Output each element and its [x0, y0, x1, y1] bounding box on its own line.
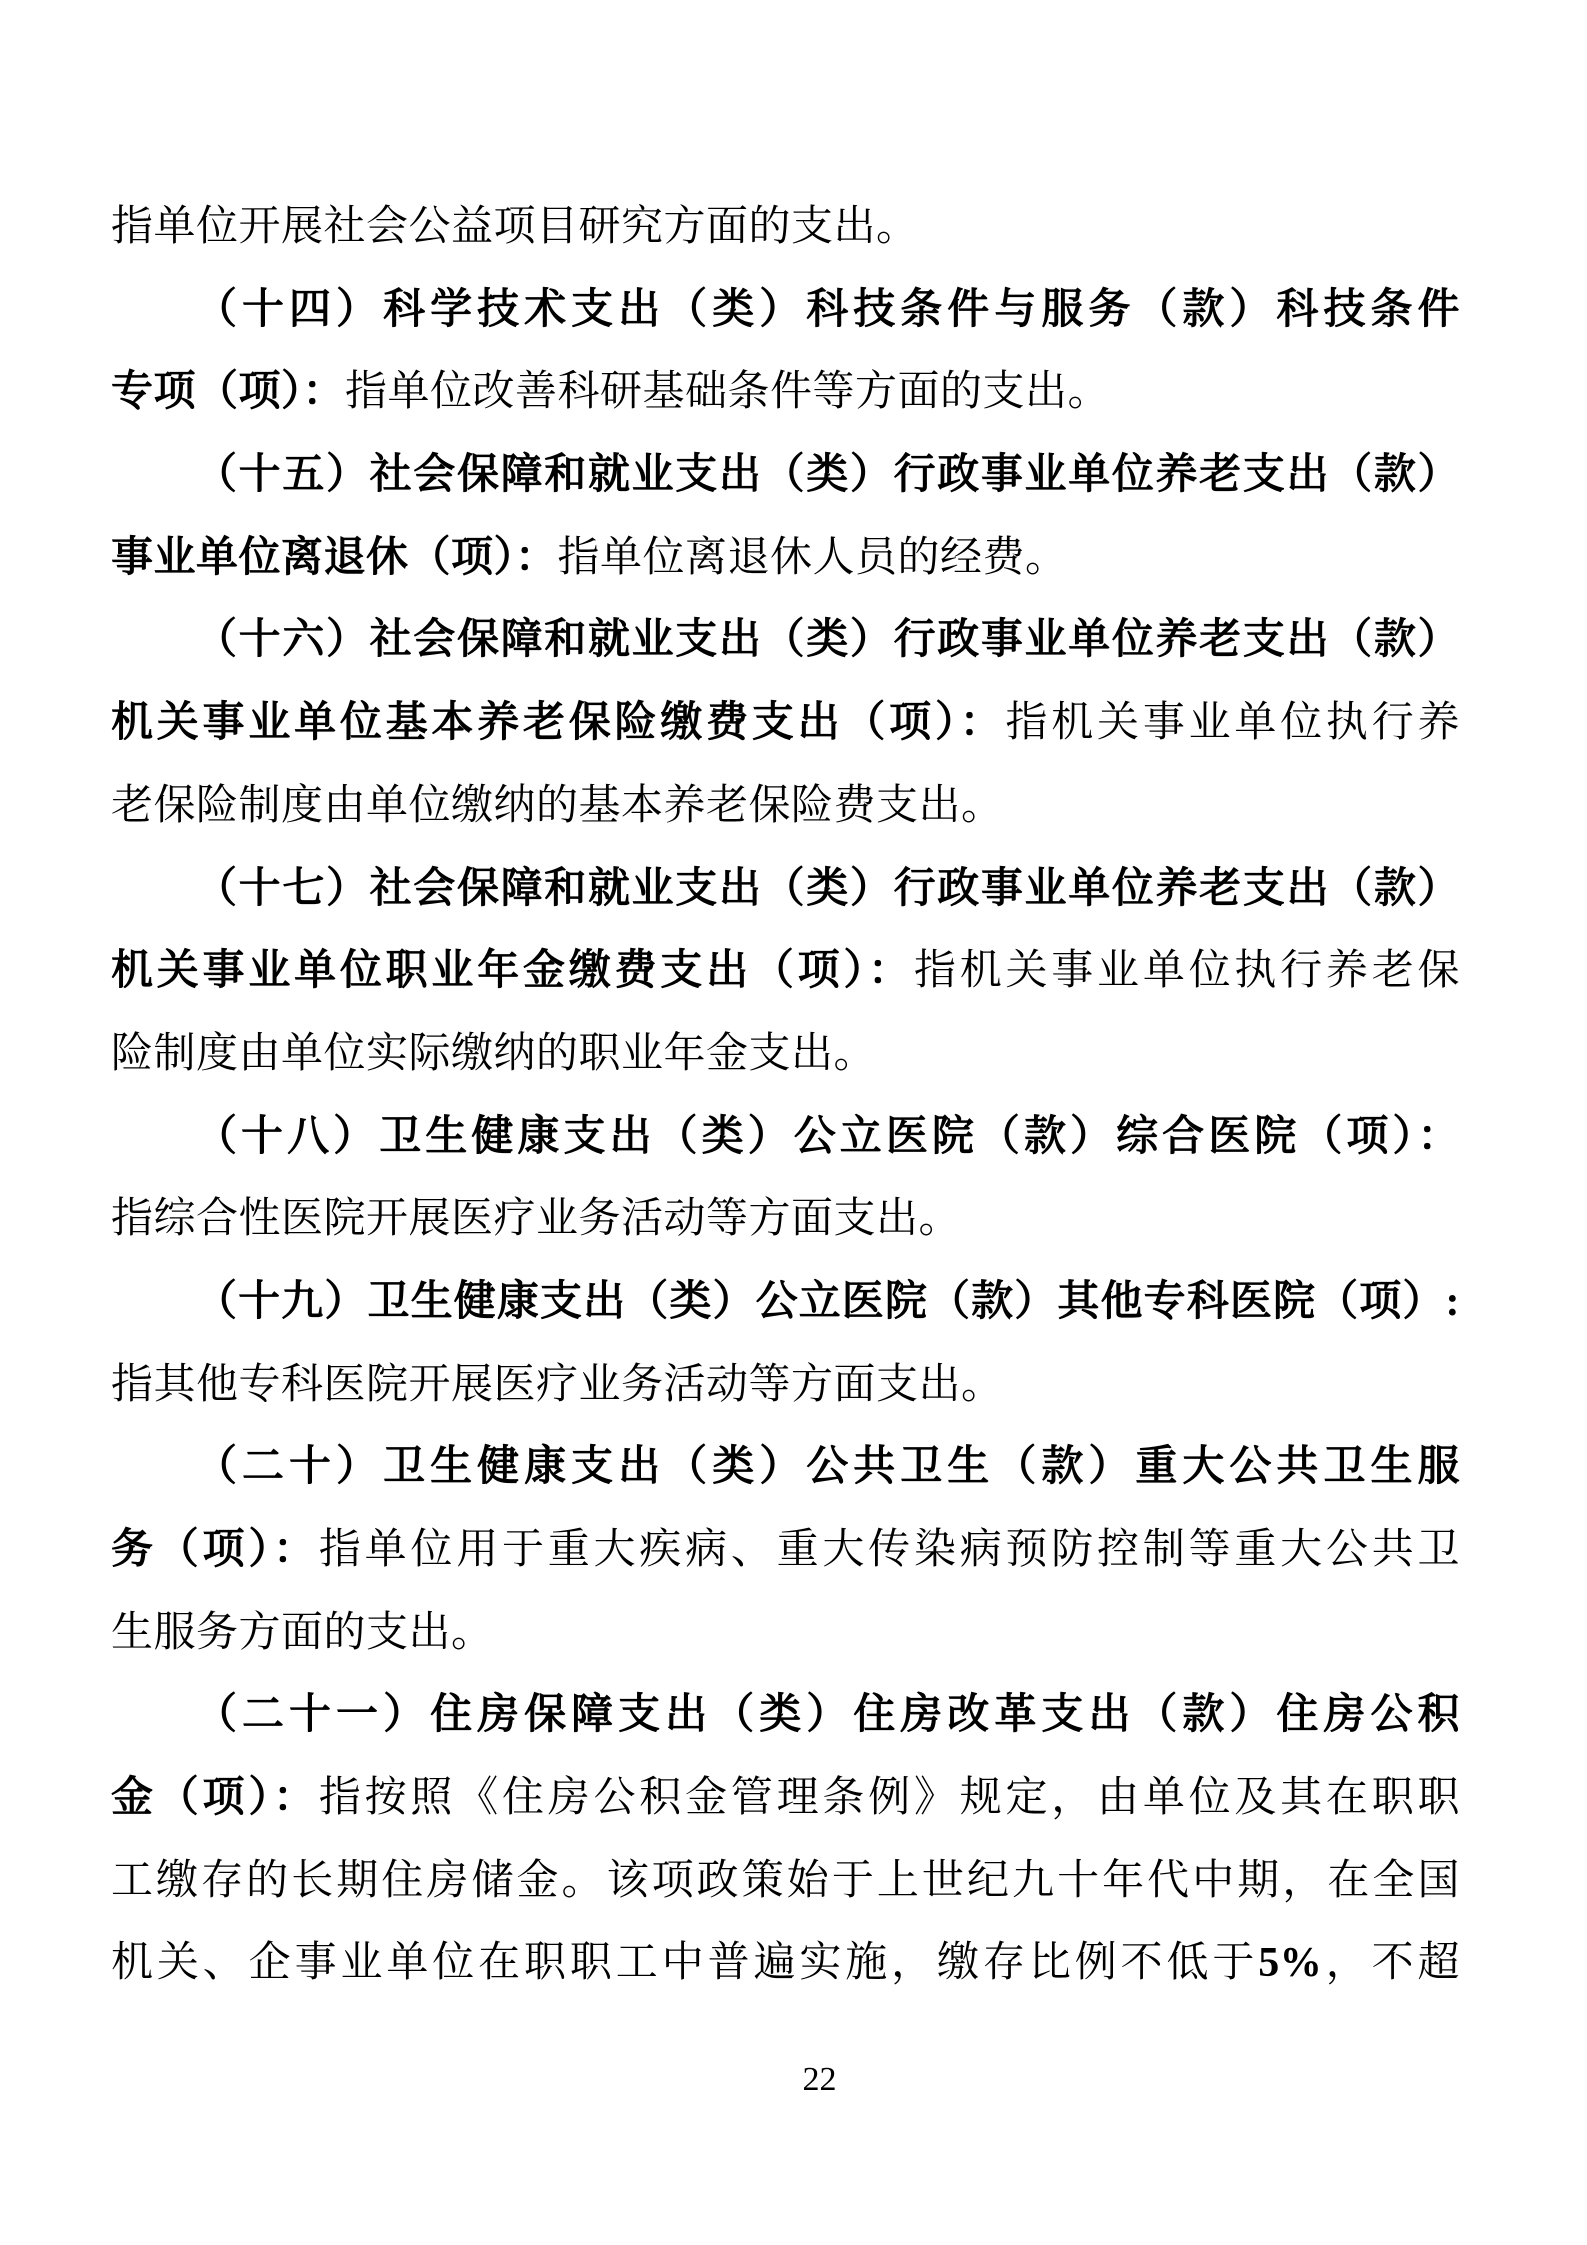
text-segment: 指机关事业单位执行养 [1005, 700, 1460, 747]
text-segment-bold: 事业单位离退休（项）： [111, 534, 558, 581]
text-line [111, 1261, 1460, 1344]
text-line [111, 517, 1460, 600]
text-segment: 老保险制度由单位缴纳的基本养老保险费支出。 [111, 782, 1004, 829]
text-segment: 指单位开展社会公益项目研究方面的支出。 [111, 204, 919, 250]
text-line [111, 1509, 1460, 1592]
text-segment-bold: （十五）社会保障和就业支出（类）行政事业单位养老支出（款） [195, 452, 1460, 499]
text-line [111, 1757, 1460, 1840]
text-segment-bold: 机关事业单位基本养老保险缴费支出（项）： [111, 700, 1006, 747]
text-segment: 指单位用于重大疾病、重大传染病预防控制等重大公共卫 [318, 1527, 1460, 1573]
text-segment: 指机关事业单位执行养老保 [913, 948, 1460, 995]
document-body [111, 186, 1460, 2005]
text-segment-bold: （二十）卫生健康支出（类）公共卫生（款）重大公共卫生服 [195, 1444, 1460, 1491]
text-segment: 指综合性医院开展医疗业务活动等方面支出。 [111, 1196, 962, 1243]
text-segment-bold: （十七）社会保障和就业支出（类）行政事业单位养老支出（款） [195, 865, 1460, 912]
text-line [111, 1840, 1460, 1923]
text-segment: 机关、企事业单位在职职工中普遍实施，缴存比例不低于 [111, 1940, 1259, 1987]
text-segment-bold: （十六）社会保障和就业支出（类）行政事业单位养老支出（款） [195, 617, 1460, 664]
text-line [111, 599, 1460, 682]
text-segment-bold: 务（项）： [111, 1527, 319, 1573]
text-line [111, 434, 1460, 517]
text-line [111, 1922, 1460, 2005]
text-segment: 指其他专科医院开展医疗业务活动等方面支出。 [111, 1361, 1004, 1408]
text-segment: 指按照《住房公积金管理条例》规定，由单位及其在职职 [318, 1775, 1460, 1822]
text-segment: 指单位离退休人员的经费。 [557, 534, 1068, 581]
text-line [111, 351, 1460, 434]
text-segment-bold: 机关事业单位职业年金缴费支出（项）： [111, 948, 914, 995]
text-line [111, 682, 1460, 765]
text-segment: 工缴存的长期住房储金。该项政策始于上世纪九十年代中期，在全国 [111, 1857, 1460, 1904]
text-line [111, 765, 1460, 848]
text-line [111, 1096, 1460, 1179]
text-line [111, 1013, 1460, 1096]
text-line [111, 1426, 1460, 1509]
text-line [111, 1592, 1460, 1675]
text-segment-bold: （十八）卫生健康支出（类）公立医院（款）综合医院（项）： [195, 1113, 1460, 1160]
text-segment-bold: （二十一）住房保障支出（类）住房改革支出（款）住房公积 [195, 1692, 1460, 1739]
text-segment: 生服务方面的支出。 [111, 1609, 494, 1656]
text-line [111, 848, 1460, 931]
text-line [111, 1674, 1460, 1757]
text-segment-bold: 专项（项）： [111, 369, 346, 416]
text-segment-bold: 5% [1258, 1940, 1323, 1987]
text-line [111, 186, 1460, 269]
text-line [111, 1344, 1460, 1427]
text-segment-bold: （十四）科学技术支出（类）科技条件与服务（款）科技条件 [195, 286, 1460, 333]
text-segment: ，不超 [1322, 1940, 1460, 1987]
text-line [111, 1178, 1460, 1261]
text-segment: 指单位改善科研基础条件等方面的支出。 [345, 369, 1111, 416]
page-number: 22 [802, 2061, 837, 2098]
page-number-footer [0, 2060, 1587, 2100]
text-line [111, 269, 1460, 352]
text-segment-bold: 金（项）： [111, 1775, 319, 1822]
text-line [111, 930, 1460, 1013]
text-segment: 险制度由单位实际缴纳的职业年金支出。 [111, 1030, 877, 1077]
text-segment-bold: （十九）卫生健康支出（类）公立医院（款）其他专科医院（项）: [195, 1278, 1460, 1325]
